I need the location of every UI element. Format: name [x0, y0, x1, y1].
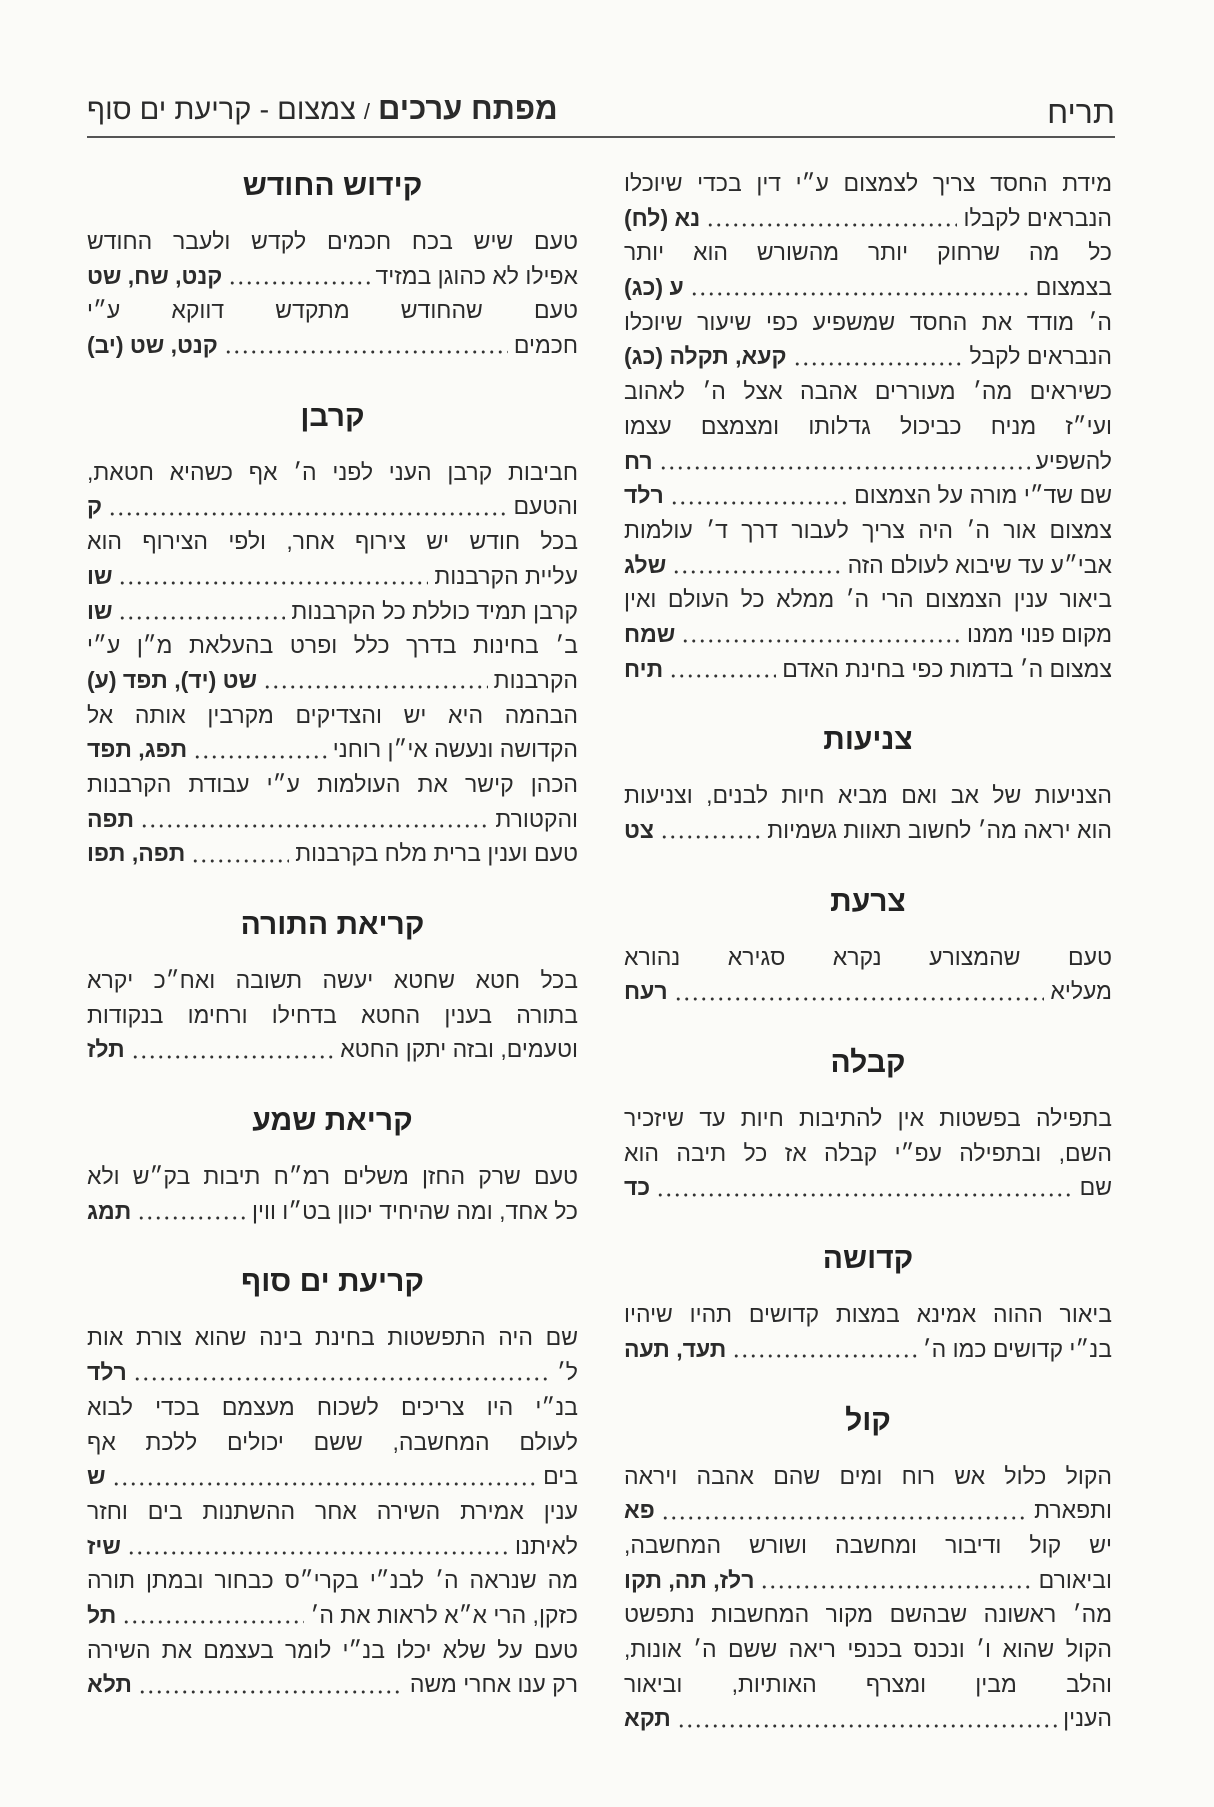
- dot-leader: [127, 1550, 509, 1556]
- entry-last-line: [624, 444, 1112, 479]
- page-reference: תלא: [87, 1671, 132, 1698]
- entry-text: עליית הקרבנות: [434, 562, 578, 589]
- section-heading: קול: [845, 1403, 891, 1437]
- section-heading: קבלה: [830, 1046, 906, 1080]
- entry-line: הבהמה היא יש והצדיקים מקרבין אותה אל: [87, 701, 578, 728]
- page-number: תריח: [1047, 94, 1115, 130]
- entry-line: הקול שהוא ו׳ ונכנס בכנפי ריאה ששם ה׳ אונות,: [624, 1635, 1112, 1662]
- index-entry: [87, 698, 578, 767]
- index-entry: [624, 1297, 1112, 1366]
- entry-last-line: [624, 813, 1112, 848]
- index-entry: [87, 836, 578, 871]
- entry-last-line: [87, 1355, 578, 1390]
- index-entry: [624, 582, 1112, 651]
- entry-last-line: [624, 548, 1112, 583]
- entry-line: טעם על שלא יכלו בנ״י לומר בעצמם את השירה: [87, 1636, 578, 1663]
- entry-text: להשפיע: [1035, 447, 1112, 474]
- dot-leader: [228, 280, 369, 286]
- page-reference: תיח: [624, 655, 664, 682]
- entry-line: טעם שרק החזן משלים רמ״ח תיבות בק״ש ולא: [87, 1163, 578, 1190]
- entry-line: לעולם המחשבה, ששם יכולים ללכת אף: [87, 1428, 578, 1455]
- index-section: [624, 166, 1112, 686]
- dot-leader: [706, 222, 957, 228]
- page-reference: נא (לח): [624, 204, 701, 231]
- entry-text: וטעמים, ובזה יתקן החטא: [340, 1036, 578, 1063]
- section-heading: קריאת שמע: [252, 1104, 413, 1138]
- section-heading: קדושה: [822, 1242, 914, 1276]
- index-entry: [87, 1633, 578, 1702]
- entry-line: מה׳ ראשונה שבהשם מקור המחשבות נתפשט: [624, 1601, 1112, 1628]
- index-entry: [624, 513, 1112, 582]
- dot-leader: [263, 684, 488, 690]
- index-entry: [87, 224, 578, 293]
- entry-text: בנ״י קדושים כמו ה׳: [922, 1335, 1112, 1362]
- dot-leader: [670, 500, 848, 506]
- entry-text: חכמים: [513, 332, 578, 359]
- page-reference: תפה: [87, 805, 135, 832]
- entry-text: ל׳: [556, 1359, 578, 1386]
- entry-last-line: [624, 1701, 1112, 1736]
- entry-line: יש קול ודיבור ומחשבה ושורש המחשבה,: [624, 1531, 1112, 1558]
- page-reference: רעח: [624, 978, 668, 1005]
- index-section: [87, 397, 578, 871]
- section-heading: קרבן: [300, 399, 365, 433]
- entry-text: שם: [1079, 1174, 1112, 1201]
- dot-leader: [191, 858, 289, 864]
- page-reference: תמג: [87, 1197, 132, 1224]
- page-reference: שו: [87, 597, 113, 624]
- dot-leader: [674, 996, 1045, 1002]
- page-reference: צט: [624, 817, 654, 843]
- page-reference: קנט, שח, שט: [87, 262, 223, 289]
- entry-last-line: [87, 259, 578, 294]
- dot-leader: [661, 1515, 1028, 1521]
- page-reference: תפג, תפד: [87, 736, 188, 763]
- dot-leader: [224, 349, 508, 355]
- running-title: [87, 87, 558, 136]
- entry-last-line: [624, 652, 1112, 687]
- entry-text: טעם וענין ברית מלח בקרבנות: [295, 840, 578, 867]
- entry-last-line: [87, 489, 578, 524]
- dot-leader: [793, 361, 964, 367]
- entry-line: והלב מבין ומצרף האותיות, וביאור: [624, 1670, 1112, 1697]
- section-heading: צניעות: [823, 723, 913, 757]
- entry-text: קרבן תמיד כוללת כל הקרבנות: [291, 597, 578, 624]
- index-entry: [624, 166, 1112, 235]
- entry-last-line: [87, 732, 578, 767]
- page-reference: שו: [87, 562, 113, 589]
- entry-line: טעם שהמצורע נקרא סגירא נהורא: [624, 943, 1112, 970]
- entry-line: הכהן קישר את העולמות ע״י עבודת הקרבנות: [87, 770, 578, 797]
- index-entry: [87, 1494, 578, 1563]
- dot-leader: [122, 1619, 304, 1625]
- entry-last-line: [87, 1194, 578, 1229]
- page-reference: רלד: [87, 1359, 127, 1386]
- entry-line: בתורה בענין החטא בדחילו ורחימו בנקודות: [87, 1001, 578, 1028]
- index-entry: [87, 594, 578, 629]
- page-header: [87, 86, 1115, 138]
- dot-leader: [659, 465, 1030, 471]
- index-entry: [624, 1528, 1112, 1597]
- entry-line: ענין אמירת השירה אחר ההשתנות בים וחזר: [87, 1497, 578, 1524]
- page-reference: שלג: [624, 551, 667, 578]
- entry-text: הקרבנות: [493, 666, 578, 693]
- dot-leader: [137, 1215, 246, 1221]
- entry-last-line: [624, 478, 1112, 513]
- dot-leader: [138, 1689, 404, 1695]
- page-reference: פא: [624, 1497, 655, 1524]
- dot-leader: [108, 511, 507, 517]
- entry-last-line: [624, 617, 1112, 652]
- entry-line: שם היה התפשטות בחינת בינה שהוא צורת אות: [87, 1324, 578, 1351]
- entry-text: רק ענו אחרי משה: [409, 1671, 578, 1698]
- entry-last-line: [624, 270, 1112, 305]
- entry-text: לאיתנו: [515, 1532, 578, 1559]
- index-entry: [624, 235, 1112, 304]
- entry-text: שם שד״י מורה על הצמצום: [854, 482, 1112, 509]
- index-entry: [87, 628, 578, 697]
- page-reference: כד: [624, 1174, 651, 1201]
- entry-last-line: [624, 339, 1112, 374]
- entry-line: ועי״ז מניח כביכול גדלותו ומצמצם עצמו: [624, 412, 1112, 439]
- entry-line: טעם שיש בכח חכמים לקדש ולעבר החודש: [87, 228, 578, 254]
- entry-text: הוא יראה מה׳ לחשוב תאוות גשמיות: [767, 817, 1112, 843]
- entry-last-line: [87, 594, 578, 629]
- entry-last-line: [87, 802, 578, 837]
- entry-last-line: [87, 836, 578, 871]
- index-section: [87, 1101, 578, 1228]
- dot-leader: [672, 569, 841, 575]
- index-entry: [624, 778, 1112, 847]
- entry-text: צמצום ה׳ בדמות כפי בחינת האדם: [782, 655, 1112, 682]
- index-entry: [624, 652, 1112, 687]
- page-reference: תלז: [87, 1036, 125, 1063]
- dot-leader: [193, 754, 327, 760]
- dot-leader: [681, 638, 961, 644]
- page-reference: תפה, תפו: [87, 840, 186, 867]
- entry-text: אפילו לא כהוגן במזיד: [375, 262, 578, 289]
- entry-line: חביבות קרבן העני לפני ה׳ אף כשהיא חטאת,: [87, 458, 578, 485]
- page-reference: תעד, תעה: [624, 1335, 727, 1362]
- entry-text: כזקן, הרי א״א לראות את ה׳: [310, 1601, 578, 1628]
- index-entry: [624, 1459, 1112, 1528]
- entry-line: בכל חטא שחטא יעשה תשובה ואח״כ יקרא: [87, 967, 578, 993]
- page-reference: רלד: [624, 482, 664, 509]
- index-entry: [87, 767, 578, 836]
- entry-text: אבי״ע עד שיבוא לעולם הזה: [847, 551, 1112, 578]
- index-section: [624, 1043, 1112, 1205]
- entry-last-line: [87, 1598, 578, 1633]
- dot-leader: [660, 834, 761, 840]
- entry-last-line: [87, 1459, 578, 1494]
- page-reference: תל: [87, 1601, 117, 1628]
- entry-text: מעליא: [1050, 978, 1112, 1005]
- entry-line: ה׳ מודד את החסד שמשפיע כפי שיעור שיוכלו: [624, 308, 1112, 335]
- entry-last-line: [87, 1529, 578, 1564]
- entry-line: בנ״י היו צריכים לשכוח מעצמם בכדי לבוא: [87, 1393, 578, 1420]
- index-section: [624, 1239, 1112, 1366]
- entry-last-line: [87, 559, 578, 594]
- index-entry: [87, 1390, 578, 1494]
- entry-line: כל מה שרחוק יותר מהשורש הוא יותר: [624, 239, 1112, 266]
- index-entry: [87, 524, 578, 593]
- index-entry: [624, 374, 1112, 478]
- section-heading: קריעת ים סוף: [240, 1265, 424, 1299]
- page-reference: שט (יד), תפד (ע): [87, 666, 257, 693]
- entry-text: וביאורם: [1038, 1566, 1112, 1593]
- entry-line: טעם שהחודש מתקדש דווקא ע״י: [87, 297, 578, 324]
- left-column: [87, 166, 578, 1702]
- entry-last-line: [87, 328, 578, 363]
- entry-text: הנבראים לקבל: [969, 343, 1112, 370]
- entry-range: צמצום - קריעת ים סוף: [87, 94, 356, 126]
- page-reference: שיז: [87, 1532, 121, 1559]
- entry-last-line: [87, 663, 578, 698]
- entry-line: ביאור ההוה אמינא במצות קדושים תהיו שיהיו: [624, 1301, 1112, 1328]
- index-entry: [624, 1101, 1112, 1205]
- entry-text: הנבראים לקבלו: [963, 204, 1112, 231]
- entry-last-line: [624, 974, 1112, 1009]
- page-reference: ש: [87, 1463, 106, 1490]
- entry-last-line: [87, 1032, 578, 1067]
- dot-leader: [118, 615, 285, 621]
- book-title: מפתח ערכים: [378, 91, 558, 126]
- entry-text: הקדושה ונעשה אי״ן רוחני: [332, 736, 578, 763]
- dot-leader: [677, 1723, 1057, 1729]
- entry-last-line: [624, 201, 1112, 236]
- entry-line: בכל חודש יש צירוף אחר, ולפי הצירוף הוא: [87, 528, 578, 555]
- entry-line: השם, ובתפילה עפ״י קבלה אז כל תיבה הוא: [624, 1139, 1112, 1166]
- section-heading: קידוש החודש: [242, 169, 423, 202]
- entry-last-line: [624, 1170, 1112, 1205]
- entry-line: הקול כלול אש רוח ומים שהם אהבה ויראה: [624, 1462, 1112, 1489]
- entry-line: ביאור ענין הצמצום הרי ה׳ ממלא כל העולם ואין: [624, 586, 1112, 613]
- entry-line: מה שנראה ה׳ לבנ״י בקרי״ס כבחור ובמתן תורה: [87, 1567, 578, 1594]
- entry-last-line: [624, 1493, 1112, 1528]
- dot-leader: [131, 1054, 335, 1060]
- entry-line: צמצום אור ה׳ היה צריך לעבור דרך ד׳ עולמות: [624, 516, 1112, 543]
- dot-leader: [140, 823, 489, 829]
- index-entry: [87, 1320, 578, 1389]
- index-entry: [624, 940, 1112, 1009]
- page-reference: רלז, תה, תקו: [624, 1566, 755, 1593]
- index-entry: [624, 1597, 1112, 1736]
- entry-last-line: [624, 1332, 1112, 1367]
- page-reference: קעא, תקלה (כג): [624, 343, 787, 370]
- index-section: [87, 166, 578, 363]
- right-column: [624, 166, 1112, 1736]
- page-reference: רח: [624, 447, 653, 474]
- page-reference: ק: [87, 493, 103, 520]
- entry-line: כשיראים מה׳ מעוררים אהבה אצל ה׳ לאהוב: [624, 378, 1112, 405]
- dot-leader: [656, 1192, 1073, 1198]
- section-heading: צרעת: [830, 884, 906, 918]
- entry-text: והטעם: [513, 493, 578, 520]
- index-entry: [87, 1563, 578, 1632]
- index-section: [624, 720, 1112, 847]
- index-entry: [87, 455, 578, 524]
- entry-text: מקום פנוי ממנו: [967, 620, 1112, 647]
- page-reference: שמח: [624, 620, 676, 647]
- entry-line: ב׳ בחינות בדרך כלל ופרט בהעלאת מ״ן ע״י: [87, 632, 578, 659]
- section-heading: קריאת התורה: [240, 908, 425, 941]
- entry-text: הענין: [1063, 1705, 1112, 1732]
- page-reference: קנט, שט (יב): [87, 332, 218, 359]
- index-section: [87, 905, 578, 1067]
- title-separator: /: [363, 99, 371, 124]
- entry-last-line: [87, 1667, 578, 1702]
- dot-leader: [669, 673, 776, 679]
- entry-line: בתפילה בפשטות אין להתיבות חיות עד שיזכיר: [624, 1105, 1112, 1132]
- dot-leader: [112, 1481, 538, 1487]
- index-section: [624, 882, 1112, 1009]
- index-entry: [624, 478, 1112, 513]
- entry-text: בצמצום: [1035, 274, 1112, 301]
- page-reference: תקא: [624, 1705, 671, 1732]
- dot-leader: [133, 1376, 551, 1382]
- dot-leader: [118, 580, 428, 586]
- entry-line: מידת החסד צריך לצמצום ע״י דין בכדי שיוכלו: [624, 170, 1112, 196]
- index-entry: [87, 293, 578, 362]
- entry-last-line: [624, 1563, 1112, 1598]
- entry-line: הצניעות של אב ואם מביא חיות לבנים, וצניעות: [624, 782, 1112, 809]
- entry-text: והקטורת: [495, 805, 578, 832]
- entry-text: ותפארת: [1034, 1497, 1112, 1524]
- entry-text: כל אחד, ומה שהיחיד יכוון בט״ו ווין: [252, 1197, 578, 1224]
- entry-text: בים: [543, 1463, 578, 1490]
- index-section: [624, 1401, 1112, 1737]
- index-entry: [87, 1159, 578, 1228]
- dot-leader: [732, 1353, 917, 1359]
- dot-leader: [690, 291, 1030, 297]
- index-entry: [87, 963, 578, 1067]
- index-entry: [624, 305, 1112, 374]
- page-reference: ע (כג): [624, 274, 684, 301]
- index-section: [87, 1262, 578, 1702]
- dot-leader: [760, 1584, 1032, 1590]
